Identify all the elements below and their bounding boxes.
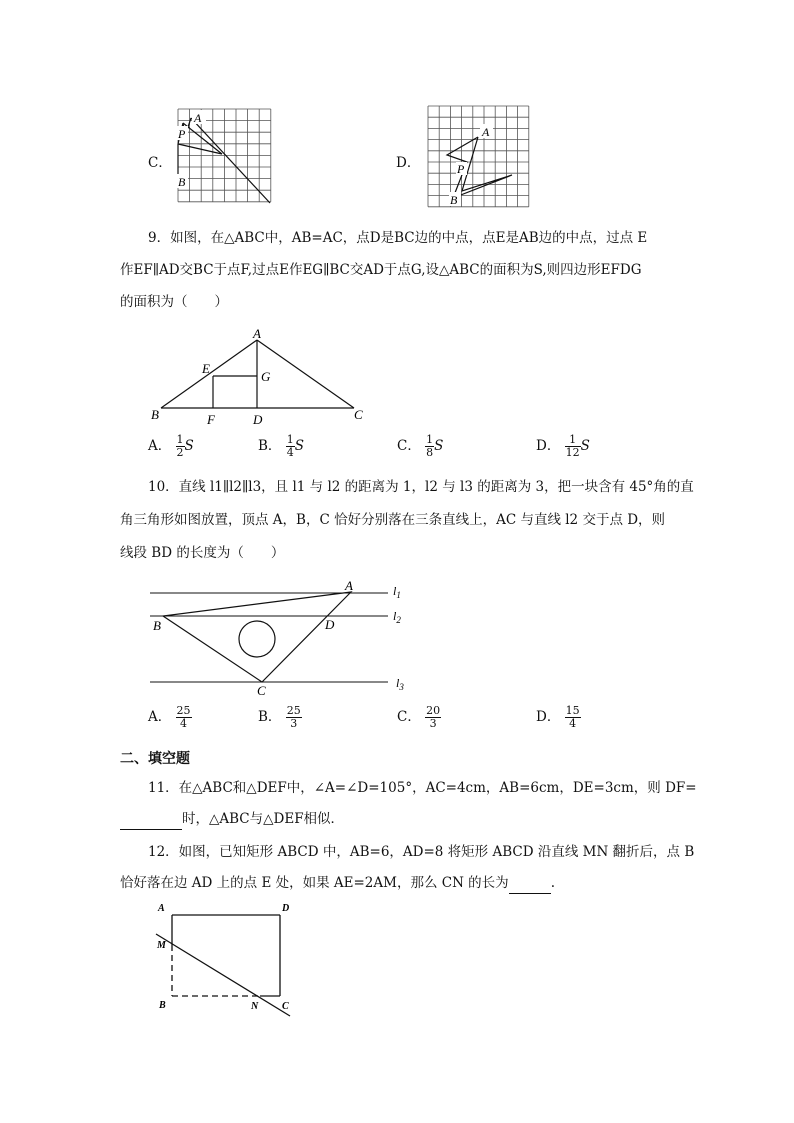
q9-option-b xyxy=(258,434,304,459)
q9-label-c: C xyxy=(354,407,363,422)
q10-option-a-label: A． xyxy=(148,709,172,725)
q8-option-d-label: D． xyxy=(396,155,421,171)
q11-answer-blank[interactable] xyxy=(120,809,182,830)
q9-option-a xyxy=(148,434,194,459)
q9-option-c-label: C． xyxy=(397,438,421,454)
q9-label-d: D xyxy=(253,412,263,427)
q10-option-c xyxy=(397,705,441,730)
q9-option-d-var: S xyxy=(580,438,590,454)
q11-line-1: 11．在△ABC和△DEF中，∠A=∠D=105°，AC=4cm，AB=6cm，DE=3cm，则 DF= xyxy=(148,780,697,796)
q10-label-b: B xyxy=(153,618,161,633)
q9-option-d xyxy=(536,434,590,459)
q10-option-a-num: 25 xyxy=(176,704,191,717)
q9-line-1: 9．如图，在△ABC中，AB=AC，点D是BC边的中点，点E是AB边的中点，过点 E xyxy=(148,230,648,246)
q10-figure xyxy=(140,575,420,700)
q9-option-c-den: 8 xyxy=(426,446,434,459)
q10-option-a-frac xyxy=(176,705,192,730)
q10-option-c-den: 3 xyxy=(429,717,437,730)
q8c-label-a: A xyxy=(194,111,202,125)
q11-line-2 xyxy=(120,809,344,830)
q10-line-3: 线段 BD 的长度为（ ） xyxy=(120,545,285,561)
q12-line-1: 12．如图，已知矩形 ABCD 中，AB=6，AD=8 将矩形 ABCD 沿直线 MN 翻折后，点 B xyxy=(148,844,695,860)
q12-label-d: D xyxy=(282,903,290,914)
q12-label-c: C xyxy=(282,1001,289,1012)
q12-line-2-end: . xyxy=(550,875,555,891)
q12-label-a: A xyxy=(158,903,165,914)
q9-option-b-frac xyxy=(286,434,295,459)
q10-option-a xyxy=(148,705,192,730)
q10-label-d: D xyxy=(325,617,335,632)
q9-option-a-num: 1 xyxy=(176,433,184,446)
q8-figure-d xyxy=(424,104,534,208)
q10-line-1: 10．直线 l1∥l2∥l3，且 l1 与 l2 的距离为 1，l2 与 l3 的距离为 3，把一块含有 45°角的直 xyxy=(148,479,694,495)
q9-option-b-den: 4 xyxy=(286,446,294,459)
q9-option-d-num: 1 xyxy=(565,434,581,447)
q9-option-d-den: 12 xyxy=(565,446,580,459)
q9-option-c-num: 1 xyxy=(426,433,434,446)
q9-option-d-frac xyxy=(565,434,581,459)
q9-line-3: 的面积为（ ） xyxy=(120,294,228,310)
q8d-label-a: A xyxy=(482,125,490,139)
q9-option-c xyxy=(397,434,443,459)
q9-label-b: B xyxy=(151,407,159,422)
q12-label-n: N xyxy=(251,1001,259,1012)
q12-label-m: M xyxy=(157,940,166,951)
q9-option-a-label: A． xyxy=(148,438,172,454)
q8c-label-p: P xyxy=(178,127,186,141)
q9-option-c-var: S xyxy=(434,438,444,454)
q10-option-d-frac xyxy=(565,705,581,730)
q10-option-d-den: 4 xyxy=(569,717,577,730)
q10-option-d xyxy=(536,705,581,730)
q10-option-d-num: 15 xyxy=(565,704,580,717)
q10-option-d-label: D． xyxy=(536,709,561,725)
q10-option-b-label: B． xyxy=(258,709,282,725)
q12-line-2 xyxy=(120,873,555,894)
q10-label-l1: $l_1$ xyxy=(393,584,401,600)
q10-label-c: C xyxy=(257,683,266,698)
q9-label-e: E xyxy=(202,361,210,376)
q9-option-b-var: S xyxy=(294,438,304,454)
q9-label-a: A xyxy=(253,326,261,341)
q9-option-b-num: 1 xyxy=(286,433,294,446)
q10-option-b-num: 25 xyxy=(286,704,301,717)
q9-option-c-frac xyxy=(425,434,434,459)
q9-line-2: 作EF∥AD交BC于点F,过点E作EG∥BC交AD于点G,设△ABC的面积为S,则四边形EFDG xyxy=(120,262,642,278)
q10-option-a-den: 4 xyxy=(180,717,188,730)
q8d-label-b: B xyxy=(450,193,458,207)
q12-line-2-text: 恰好落在边 AD 上的点 E 处，如果 AE=2AM，那么 CN 的长为 xyxy=(120,875,509,891)
q10-option-b-frac xyxy=(286,705,302,730)
q12-figure xyxy=(148,898,298,1018)
q8-option-c-label: C． xyxy=(148,155,172,171)
q9-figure xyxy=(140,325,380,435)
q10-label-l2: $l_2$ xyxy=(393,609,401,625)
q12-label-b: B xyxy=(159,1000,166,1011)
q9-option-a-frac xyxy=(176,434,185,459)
q12-answer-blank[interactable] xyxy=(509,873,551,894)
q9-option-a-den: 2 xyxy=(176,446,184,459)
q9-option-d-label: D． xyxy=(536,438,561,454)
q10-line-2: 角三角形如图放置，顶点 A，B，C 恰好分别落在三条直线上，AC 与直线 l2 交于点 D，则 xyxy=(120,512,666,528)
q9-option-b-label: B． xyxy=(258,438,282,454)
q8d-label-p: P xyxy=(457,162,465,176)
q11-line-2-text: 时，△ABC与△DEF相似． xyxy=(182,811,345,827)
q9-label-f: F xyxy=(207,412,215,427)
q10-option-c-label: C． xyxy=(397,709,421,725)
q10-option-c-num: 20 xyxy=(426,704,441,717)
q10-label-l3: $l_3$ xyxy=(396,676,404,692)
q8-figure-c xyxy=(170,104,280,208)
section-heading-fill-in: 二、填空题 xyxy=(120,751,190,767)
q9-label-g: G xyxy=(261,369,271,384)
q10-option-c-frac xyxy=(425,705,441,730)
q8c-label-b: B xyxy=(178,175,186,189)
q10-label-a: A xyxy=(345,578,353,593)
q10-option-b-den: 3 xyxy=(290,717,298,730)
q9-option-a-var: S xyxy=(184,438,194,454)
q10-option-b xyxy=(258,705,302,730)
